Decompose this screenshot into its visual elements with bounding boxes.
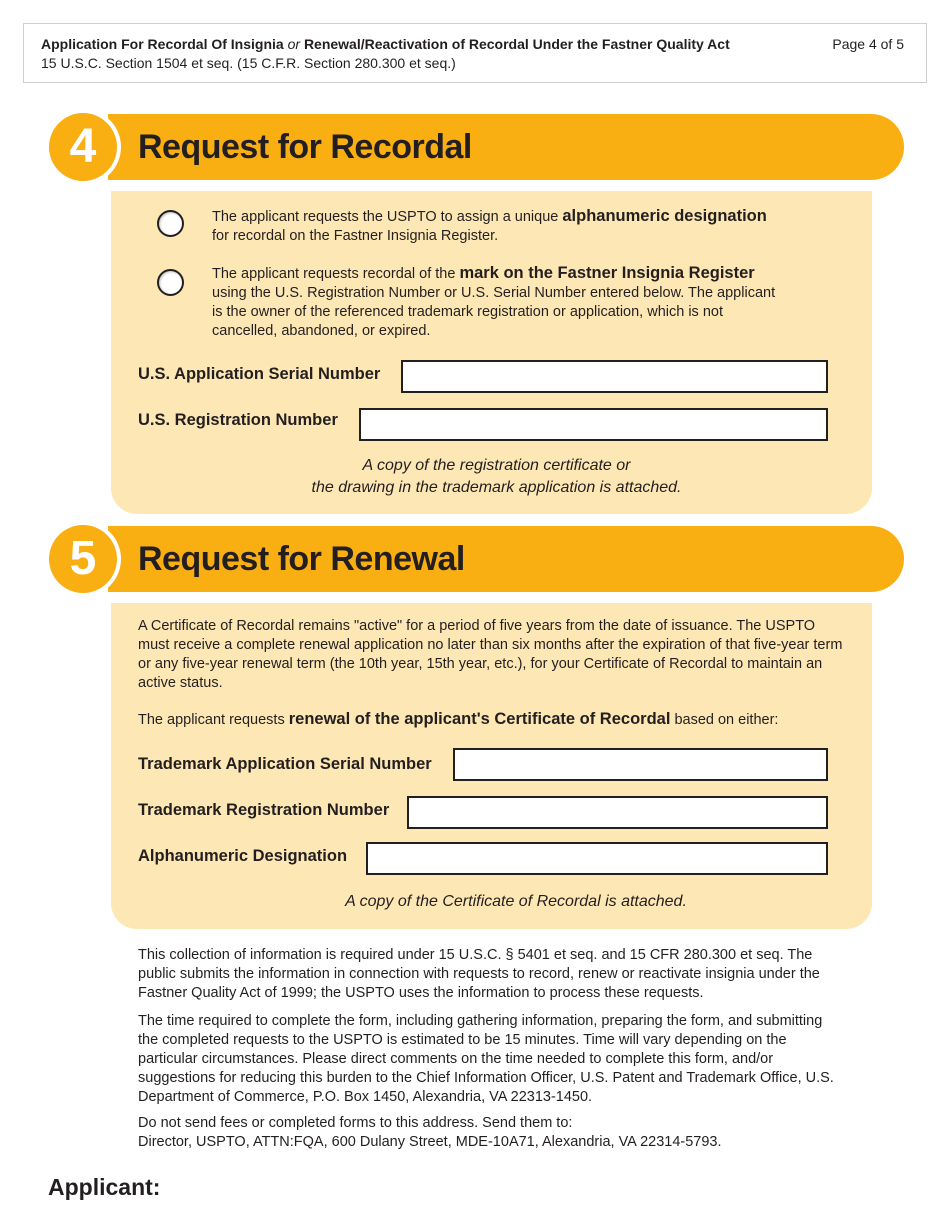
option2-pre: The applicant requests recordal of the (212, 266, 460, 282)
footer-mailing-line2: Director, USPTO, ATTN:FQA, 600 Dulany Street, MDE-10A71, Alexandria, VA 22314-5793. (138, 1134, 722, 1150)
us-serial-label: U.S. Application Serial Number (138, 365, 381, 383)
form-title-part2: Renewal/Reactivation of Recordal Under the Fastner Quality Act (303, 36, 730, 52)
section-4-number: 4 (49, 113, 117, 181)
us-registration-label: U.S. Registration Number (138, 411, 338, 429)
section-4-title: Request for Recordal (138, 128, 472, 166)
renewal-request-pre: The applicant requests (138, 712, 289, 728)
section-4-note-line1: A copy of the registration certificate or (362, 457, 631, 474)
form-header (23, 23, 927, 83)
section-4-note (111, 455, 882, 499)
renewal-intro: A Certificate of Recordal remains "active" for a period of five years from the date of issuance. The USPTO must receive a complete renewal application no later than six months after the expiration of that five-year term or any five-year renewal term (the 10th year, 15th year, etc.), for your Certificate of Recordal to maintain an active status. (138, 618, 843, 691)
option1-bold: alphanumeric designation (562, 207, 767, 225)
section-4-note-line2: the drawing in the trademark application is attached. (311, 479, 682, 496)
renewal-request-post: based on either: (670, 712, 779, 728)
us-serial-input[interactable] (401, 360, 828, 393)
option2-post: using the U.S. Registration Number or U.S. Serial Number entered below. The applicant is the owner of the referenced trademark registration or application, which is not cancelled, abandoned, or expired. (212, 285, 776, 339)
option-alphanumeric-text (212, 207, 782, 246)
tm-registration-label: Trademark Registration Number (138, 801, 390, 819)
section-5-panel (111, 603, 872, 929)
section-5-badge (45, 521, 121, 597)
option1-pre: The applicant requests the USPTO to assign a unique (212, 209, 563, 225)
applicant-heading: Applicant: (48, 1174, 161, 1200)
form-title-or: or (287, 36, 301, 52)
form-title (41, 36, 730, 52)
option1-post: for recordal on the Fastner Insignia Register. (212, 228, 499, 244)
footer-mailing-notice (138, 1114, 838, 1152)
option2-bold: mark on the Fastner Insignia Register (459, 264, 755, 282)
option-mark-text (212, 264, 782, 341)
page-number: Page 4 of 5 (832, 36, 904, 52)
tm-serial-label: Trademark Application Serial Number (138, 755, 432, 773)
us-registration-input[interactable] (359, 408, 828, 441)
form-subtitle: 15 U.S.C. Section 1504 et seq. (15 C.F.R. Section 280.300 et seq.) (41, 55, 456, 71)
alnum-designation-label: Alphanumeric Designation (138, 847, 348, 865)
renewal-request-bold: renewal of the applicant's Certificate of Recordal (288, 710, 671, 728)
section-4-banner (108, 114, 904, 180)
mark-recordal-radio[interactable] (157, 269, 184, 296)
footer-collection-notice: This collection of information is required under 15 U.S.C. § 5401 et seq. and 15 CFR 280.300 et seq. The public submits the information in connection with requests to record, renew or reactivate insignia under the Fastner Quality Act of 1999; the USPTO uses the information to process these requests. (138, 947, 820, 1001)
section-5-banner (108, 526, 904, 592)
footer-mailing-line1: Do not send fees or completed forms to this address. Send them to: (138, 1115, 573, 1131)
form-title-part1: Application For Recordal Of Insignia (41, 36, 284, 52)
renewal-request (138, 710, 843, 730)
footer-burden-notice: The time required to complete the form, including gathering information, preparing the form, and submitting the completed requests to the USPTO is estimated to be 15 minutes. Time will vary depending on the particular circumstances. Please direct comments on the time needed to complete this form, and/or suggestions for reducing this burden to the Chief Information Officer, U.S. Patent and Trademark Office, U.S. Department of Commerce, P.O. Box 1450, Alexandria, VA 22313-1450. (138, 1013, 834, 1105)
section-5-title: Request for Renewal (138, 540, 465, 578)
section-4-badge (45, 109, 121, 185)
section-5-number: 5 (49, 525, 117, 593)
alnum-designation-input[interactable] (366, 842, 828, 875)
section-4-panel (111, 191, 872, 514)
alphanumeric-designation-radio[interactable] (157, 210, 184, 237)
tm-registration-input[interactable] (407, 796, 828, 829)
section-5-note: A copy of the Certificate of Recordal is attached. (345, 893, 687, 910)
tm-serial-input[interactable] (453, 748, 828, 781)
